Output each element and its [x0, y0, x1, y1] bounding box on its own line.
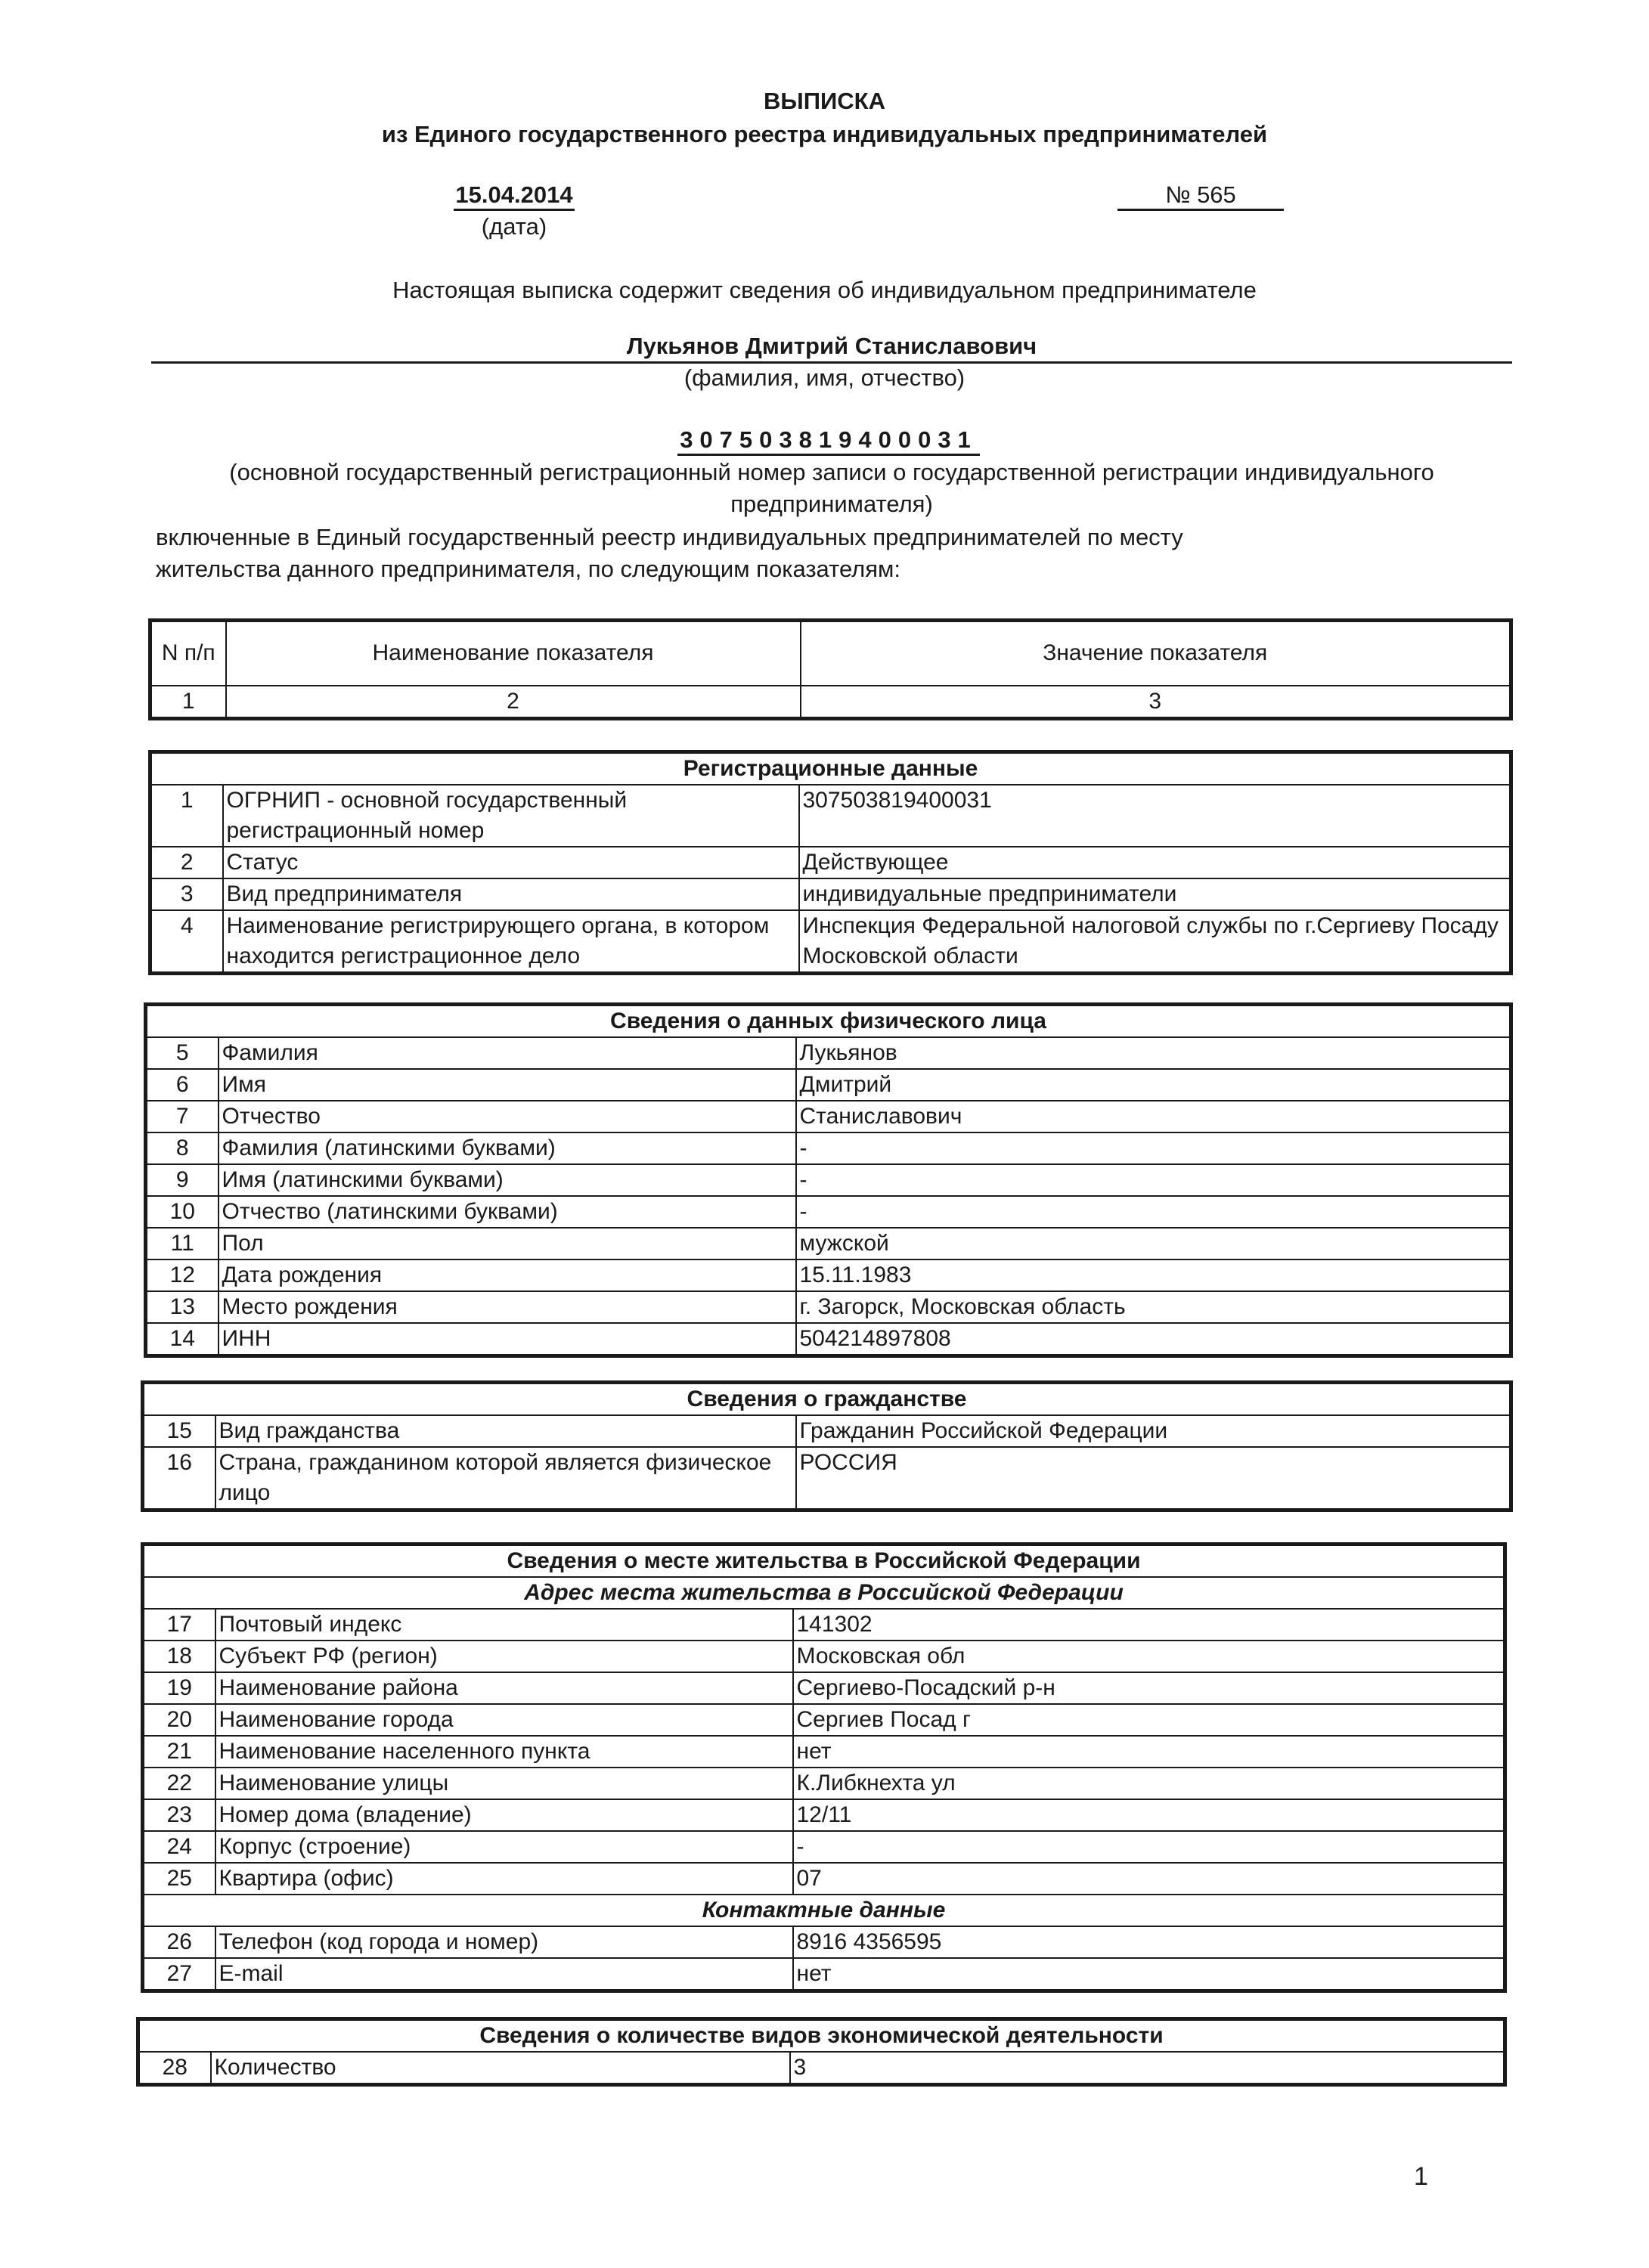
table-row	[146, 1323, 1511, 1356]
row-value: Станиславович	[796, 1101, 1511, 1132]
table-row	[138, 2052, 1505, 2085]
row-value: Дмитрий	[796, 1069, 1511, 1101]
row-number: 11	[146, 1228, 219, 1259]
row-name: Номер дома (владение)	[215, 1799, 793, 1831]
row-name: Отчество	[219, 1101, 796, 1132]
intro-text: Настоящая выписка содержит сведения об индивидуальном предпринимателе	[392, 277, 1257, 303]
row-value: 504214897808	[796, 1323, 1511, 1356]
row-value: -	[793, 1831, 1505, 1863]
section-title: Сведения о месте жительства в Российской Федерации	[143, 1545, 1505, 1578]
page-number: 1	[1414, 2162, 1428, 2191]
document-subtitle: из Единого государственного реестра индивидуальных предпринимателей	[381, 121, 1268, 147]
table-row	[146, 1037, 1511, 1069]
row-value: Сергиев Посад г	[793, 1704, 1505, 1736]
row-number: 10	[146, 1196, 219, 1228]
table-row	[143, 1736, 1505, 1768]
row-name: Наименование населенного пункта	[215, 1736, 793, 1768]
row-name: Телефон (код города и номер)	[215, 1926, 793, 1958]
ogrnip-label: (основной государственный регистрационный номер записи о государственной регистрации индивидуального предпринимателя)	[229, 459, 1434, 517]
row-value: нет	[793, 1736, 1505, 1768]
table-row	[143, 1768, 1505, 1799]
section-title-row	[150, 752, 1511, 785]
row-number: 28	[138, 2052, 211, 2085]
col-name-header: Наименование показателя	[226, 621, 801, 686]
table-row	[143, 1704, 1505, 1736]
row-number: 27	[143, 1958, 215, 1991]
entrepreneur-name: Лукьянов Дмитрий Станиславович	[151, 333, 1512, 364]
table-row	[146, 1101, 1511, 1132]
row-number: 5	[146, 1037, 219, 1069]
row-name: Количество	[211, 2052, 790, 2085]
row-number: 3	[150, 878, 223, 910]
row-number: 4	[150, 910, 223, 974]
row-name: Отчество (латинскими буквами)	[219, 1196, 796, 1228]
col-index-1: 1	[150, 686, 226, 719]
table-row	[143, 1863, 1505, 1895]
row-name: Фамилия	[219, 1037, 796, 1069]
row-name: Имя	[219, 1069, 796, 1101]
table-row	[146, 1132, 1511, 1164]
row-number: 23	[143, 1799, 215, 1831]
address-subtitle: Адрес места жительства в Российской Федерации	[143, 1577, 1505, 1609]
section-title-row	[146, 1005, 1511, 1038]
col-number-header: N п/п	[150, 621, 226, 686]
row-name: Почтовый индекс	[215, 1609, 793, 1641]
row-number: 20	[143, 1704, 215, 1736]
entrepreneur-name-label: (фамилия, имя, отчество)	[683, 364, 966, 391]
col-value-header: Значение показателя	[801, 621, 1511, 686]
row-number: 19	[143, 1672, 215, 1704]
header-index-row	[150, 686, 1511, 719]
row-name: Квартира (офис)	[215, 1863, 793, 1895]
row-name: Пол	[219, 1228, 796, 1259]
row-number: 18	[143, 1641, 215, 1672]
row-name: E-mail	[215, 1958, 793, 1991]
row-name: Место рождения	[219, 1291, 796, 1323]
row-number: 21	[143, 1736, 215, 1768]
table-row	[150, 847, 1511, 878]
row-name: Наименование улицы	[215, 1768, 793, 1799]
row-name: Наименование города	[215, 1704, 793, 1736]
row-name: Наименование района	[215, 1672, 793, 1704]
table-row	[143, 1609, 1505, 1641]
row-name: Страна, гражданином которой является физическое лицо	[215, 1447, 796, 1510]
residence-table	[141, 1542, 1507, 1993]
table-row	[150, 878, 1511, 910]
row-value: Гражданин Российской Федерации	[796, 1415, 1511, 1447]
row-number: 2	[150, 847, 223, 878]
row-value: РОССИЯ	[796, 1447, 1511, 1510]
row-number: 16	[143, 1447, 215, 1510]
row-name: Наименование регистрирующего органа, в котором находится регистрационное дело	[223, 910, 799, 974]
section-title-row	[143, 1545, 1505, 1578]
subsection-title-row	[143, 1577, 1505, 1609]
row-value: 07	[793, 1863, 1505, 1895]
table-row	[143, 1672, 1505, 1704]
row-number: 15	[143, 1415, 215, 1447]
table-row	[143, 1415, 1511, 1447]
col-index-2: 2	[226, 686, 801, 719]
section-title-row	[138, 2019, 1505, 2053]
row-number: 24	[143, 1831, 215, 1863]
row-value: К.Либкнехта ул	[793, 1768, 1505, 1799]
row-value: индивидуальные предприниматели	[799, 878, 1511, 910]
row-name: Корпус (строение)	[215, 1831, 793, 1863]
row-number: 17	[143, 1609, 215, 1641]
row-name: Вид предпринимателя	[223, 878, 799, 910]
section-title-row	[143, 1383, 1511, 1416]
row-value: 15.11.1983	[796, 1259, 1511, 1291]
header-row	[150, 621, 1511, 686]
subsection-title-row	[143, 1895, 1505, 1926]
row-value: Московская обл	[793, 1641, 1505, 1672]
row-value: Действующее	[799, 847, 1511, 878]
row-name: Фамилия (латинскими буквами)	[219, 1132, 796, 1164]
table-row	[143, 1831, 1505, 1863]
extract-date: 15.04.2014	[454, 181, 575, 211]
row-value: 141302	[793, 1609, 1505, 1641]
row-number: 25	[143, 1863, 215, 1895]
contacts-subtitle: Контактные данные	[143, 1895, 1505, 1926]
table-row	[146, 1069, 1511, 1101]
row-value: Сергиево-Посадский р-н	[793, 1672, 1505, 1704]
row-name: Субъект РФ (регион)	[215, 1641, 793, 1672]
section-title: Сведения о гражданстве	[143, 1383, 1511, 1416]
row-value: -	[796, 1132, 1511, 1164]
registration-table	[148, 750, 1513, 975]
col-index-3: 3	[801, 686, 1511, 719]
row-value: Лукьянов	[796, 1037, 1511, 1069]
table-row	[143, 1641, 1505, 1672]
row-value: мужской	[796, 1228, 1511, 1259]
section-title: Сведения о количестве видов экономической деятельности	[138, 2019, 1505, 2053]
row-value: Инспекция Федеральной налоговой службы по г.Сергиеву Посаду Московской области	[799, 910, 1511, 974]
row-number: 13	[146, 1291, 219, 1323]
extract-number: № 565	[1117, 181, 1284, 211]
table-row	[146, 1228, 1511, 1259]
row-number: 7	[146, 1101, 219, 1132]
document-title: ВЫПИСКА	[764, 88, 885, 114]
row-value: 307503819400031	[799, 785, 1511, 847]
row-number: 6	[146, 1069, 219, 1101]
activities-table	[136, 2017, 1507, 2087]
table-row	[146, 1291, 1511, 1323]
extract-date-label: (дата)	[481, 213, 547, 240]
row-name: Дата рождения	[219, 1259, 796, 1291]
table-row	[150, 785, 1511, 847]
table-row	[146, 1196, 1511, 1228]
row-value: 8916 4356595	[793, 1926, 1505, 1958]
row-name: ОГРНИП - основной государственный регистрационный номер	[223, 785, 799, 847]
table-row	[150, 910, 1511, 974]
row-number: 22	[143, 1768, 215, 1799]
row-number: 8	[146, 1132, 219, 1164]
row-number: 14	[146, 1323, 219, 1356]
row-number: 1	[150, 785, 223, 847]
row-number: 26	[143, 1926, 215, 1958]
section-title: Сведения о данных физического лица	[146, 1005, 1511, 1038]
section-title: Регистрационные данные	[150, 752, 1511, 785]
row-value: 3	[790, 2052, 1505, 2085]
included-text: включенные в Единый государственный реестр индивидуальных предпринимателей по месту жительства данного предпринимателя, по следующим показателям:	[156, 524, 1183, 582]
row-value: -	[796, 1164, 1511, 1196]
row-value: г. Загорск, Московская область	[796, 1291, 1511, 1323]
row-number: 12	[146, 1259, 219, 1291]
table-row	[146, 1164, 1511, 1196]
person-table	[144, 1002, 1513, 1358]
row-name: Имя (латинскими буквами)	[219, 1164, 796, 1196]
row-value: 12/11	[793, 1799, 1505, 1831]
citizenship-table	[141, 1380, 1513, 1512]
row-name: Статус	[223, 847, 799, 878]
table-row	[143, 1447, 1511, 1510]
ogrnip-number: 307503819400031	[677, 426, 980, 456]
table-row	[143, 1799, 1505, 1831]
table-row	[146, 1259, 1511, 1291]
row-name: Вид гражданства	[215, 1415, 796, 1447]
row-value: -	[796, 1196, 1511, 1228]
row-number: 9	[146, 1164, 219, 1196]
row-value: нет	[793, 1958, 1505, 1991]
row-name: ИНН	[219, 1323, 796, 1356]
table-row	[143, 1958, 1505, 1991]
column-header-table	[148, 618, 1513, 720]
table-row	[143, 1926, 1505, 1958]
